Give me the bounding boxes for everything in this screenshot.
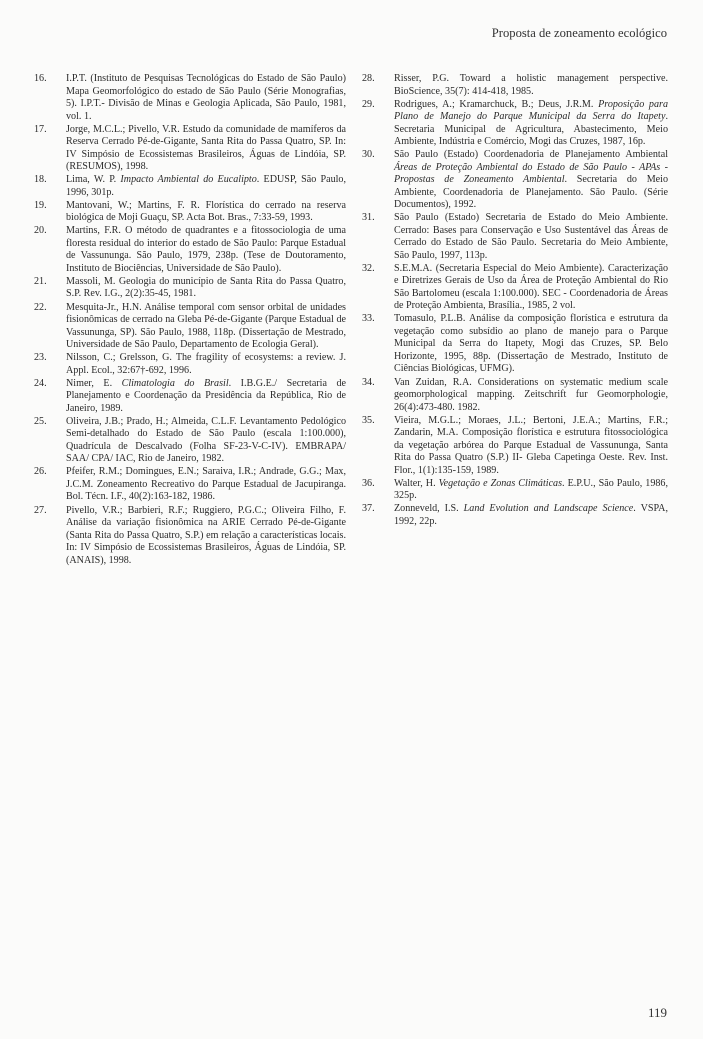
reference-text: [394, 503, 668, 528]
reference-number: 22.: [34, 301, 47, 313]
reference-number: 28.: [362, 73, 375, 84]
reference-text-part: Zonneveld, I.S.: [394, 503, 464, 515]
reference-item: [34, 416, 346, 466]
reference-text: Mesquita-Jr., H.N. Análise temporal com sensor orbital de unidades fisionômicas de cerrado na Gleba Pé-de-Gigante (Parque Estadual de Vassununga, SP). São Paulo, 1988, 118p. (Dissertação de Mestrado, Universidade de São Paulo, Departamento de Ecologia Geral).: [66, 301, 346, 351]
reference-item: [362, 263, 668, 313]
reference-text-part: São Paulo (Estado) Coordenadoria de Planejamento Ambiental: [394, 149, 668, 161]
reference-number: 23.: [34, 352, 47, 364]
reference-number: 17.: [34, 123, 47, 135]
running-header: Proposta de zoneamento ecológico: [491, 26, 667, 40]
reference-item: [34, 505, 346, 568]
reference-text: [394, 478, 668, 503]
reference-number: 35.: [362, 414, 375, 426]
reference-number: 19.: [34, 199, 47, 211]
reference-text: Nilsson, C.; Grelsson, G. The fragility of ecosystems: a review. J. Appl. Ecol., 32:67†-692, 1996.: [66, 352, 346, 376]
reference-text: Jorge, M.C.L.; Pivello, V.R. Estudo da comunidade de mamíferos da Reserva Cerrado Pé-de-Gigante, Santa Rita do Passa Quatro, SP. In: IV Simpósio de Ecossistemas Brasileiros, Águas de Lindóia, SP. (RESUMOS), 1998.: [66, 123, 346, 173]
reference-item: [362, 212, 668, 262]
reference-text: Martins, F.R. O método de quadrantes e a fitossociologia de uma floresta residual do interior do estado de São Paulo: Parque Estadual de Vassununga. São Paulo, 1979, 238p. (Tese de Doutoramento, Instituto de Biociências, Universidade de São Paulo).: [66, 225, 346, 274]
reference-item: [34, 174, 346, 199]
reference-text: [394, 99, 668, 149]
reference-item: [362, 73, 668, 98]
reference-text-part: . E.P.U., São Paulo, 1986, 325p.: [394, 477, 669, 502]
reference-number: 25.: [34, 415, 47, 427]
reference-number: 20.: [34, 225, 47, 237]
reference-text-part: Walter, H.: [394, 477, 439, 489]
reference-title-italic: Proposição para Plano de Manejo do Parque Municipal da Serra do Itapety: [394, 98, 668, 123]
reference-item: [362, 377, 668, 415]
reference-text: Vieira, M.G.L.; Moraes, J.L.; Bertoni, J.E.A.; Martins, F.R.; Zandarin, M.A. Composição florística e estrutura fitossociológica da vegetação arbórea do Parque Estadual de Vassununga, Santa Rita do Passa Quatro (S.P.) II- Gleba Capetinga Oeste. Rev. Inst. Flor., 1(1):135-159, 1989.: [394, 414, 668, 476]
reference-item: [34, 225, 346, 275]
reference-item: [362, 313, 668, 376]
reference-text: Van Zuidan, R.A. Considerations on systematic medium scale geomorphological mapping. Zeitschrift fur Geomorphologie, 26(4):473-480. 1982.: [394, 376, 668, 413]
reference-text: Mantovani, W.; Martins, F. R. Florística do cerrado na reserva biológica de Moji Guaçu, SP. Acta Bot. Bras., 7:33-59, 1993.: [66, 199, 346, 224]
reference-item: [34, 302, 346, 352]
reference-text: S.E.M.A. (Secretaria Especial do Meio Ambiente). Caracterização e Diretrizes Gerais de Uso da Área de Proteção Ambiental do Rio São Bartolomeu (escala 1:100.000). SEC - Coordenadoria de Áreas de Proteção Ambienta, Brasília., 1985, 2 vol.: [394, 262, 668, 312]
reference-item: [362, 149, 668, 212]
reference-number: 21.: [34, 275, 47, 287]
reference-item: [34, 73, 346, 123]
reference-title-italic: Vegetação e Zonas Climáticas: [438, 477, 563, 489]
reference-number: 16.: [34, 73, 47, 84]
reference-text-part: Rodrigues, A.; Kramarchuck, B.; Deus, J.R.M.: [394, 98, 599, 110]
reference-number: 29.: [362, 98, 375, 110]
page-number: 119: [647, 1005, 667, 1020]
reference-title-italic: Impacto Ambiental do Eucalipto: [120, 174, 257, 186]
reference-number: 34.: [362, 376, 375, 388]
reference-text: [394, 149, 668, 212]
reference-number: 32.: [362, 262, 375, 274]
reference-text: I.P.T. (Instituto de Pesquisas Tecnológicas do Estado de São Paulo) Mapa Geomorfológico do estado de São Paulo (Série Monografias, 5). I.P.T.- Divisão de Minas e Geologia Aplicada, São Paulo, 1981, vol. 1.: [66, 73, 346, 122]
reference-item: [362, 478, 668, 503]
reference-title-italic: Climatologia do Brasil: [121, 377, 229, 389]
reference-number: 37.: [362, 503, 375, 515]
reference-text: Oliveira, J.B.; Prado, H.; Almeida, C.L.F. Levantamento Pedológico Semi-detalhado do Estado de São Paulo (escala 1:100.000), Quadrícula de Descalvado (Folha SF-23-V-C-IV). EMBRAPA/ SAA/ CPA/ IAC, Rio de Janeiro, 1982.: [66, 415, 346, 465]
reference-text: Tomasulo, P.L.B. Análise da composição florística e estrutura da vegetação como subsídio ao plano de manejo para o Parque Municipal da Serra do Itapety, Mogi das Cruzes, SP. Belo Horizonte, 1995, 88p. (Dissertação de Mestrado, Instituto de Ciências Biológicas, UFMG).: [394, 313, 668, 375]
reference-item: [34, 124, 346, 174]
reference-number: 24.: [34, 377, 47, 389]
reference-item: [34, 276, 346, 301]
reference-item: [362, 503, 668, 528]
reference-text-part: . EDUSP, São Paulo, 1996, 301p.: [66, 174, 346, 198]
reference-number: 33.: [362, 313, 375, 325]
reference-number: 30.: [362, 149, 375, 161]
reference-text: Risser, P.G. Toward a holistic management perspective. BioScience, 35(7): 414-418, 1985.: [394, 73, 668, 97]
reference-item: [362, 415, 668, 478]
reference-text-part: . Secretaria Municipal de Agricultura, Abastecimento, Meio Ambiente, Indústria e Comércio, Mogi das Cruzes, 1987, 16p.: [394, 111, 668, 148]
reference-item: [34, 352, 346, 377]
reference-text-part: . Secretaria do Meio Ambiente, Coordenadoria de Planejamento. São Paulo. (Série Documentos), 1992.: [394, 174, 668, 211]
reference-item: [34, 466, 346, 504]
reference-text-part: Lima, W. P.: [66, 174, 121, 186]
reference-item: [34, 200, 346, 225]
reference-text-part: . VSPA, 1992, 22p.: [394, 503, 668, 527]
reference-column-left: [34, 73, 346, 568]
reference-text: São Paulo (Estado) Secretaria de Estado do Meio Ambiente. Cerrado: Bases para Conservação e Uso Sustentável das Áreas de Cerrado do Estado de São Paulo. Secretaria do Meio Ambiente, São Paulo, 1997, 113p.: [394, 212, 668, 261]
reference-text: [66, 378, 346, 416]
reference-item: [34, 378, 346, 416]
reference-text-part: . I.B.G.E./ Secretaria de Planejamento e Coordenação da Presidência da República, Rio de Janeiro, 1989.: [66, 377, 346, 414]
reference-item: [362, 99, 668, 149]
reference-number: 26.: [34, 466, 47, 478]
reference-number: 31.: [362, 212, 375, 224]
reference-title-italic: Land Evolution and Landscape Science: [463, 503, 634, 515]
reference-text: Massoli, M. Geologia do município de Santa Rita do Passa Quatro, S.P. Rev. I.G., 2(2):35-45, 1981.: [66, 275, 346, 300]
reference-text: Pivello, V.R.; Barbieri, R.F.; Ruggiero, P.G.C.; Oliveira Filho, F. Análise da variação fisionômica na ARIE Cerrado Pé-de-Gigante (Santa Rita do Passa Quatro, S.P.) em relação a características locais. In: IV Simpósio de Ecossistemas Brasileiros, Águas de Lindóia, SP. (ANAIS), 1998.: [66, 504, 346, 566]
reference-number: 36.: [362, 477, 375, 489]
reference-title-italic: Áreas de Proteção Ambiental do Estado de São Paulo - APAs - Propostas de Zoneamento Ambiental: [394, 161, 668, 186]
reference-text-part: Nimer, E.: [66, 377, 122, 389]
reference-column-right: [362, 73, 668, 529]
reference-text: Pfeifer, R.M.; Domingues, E.N.; Saraiva, I.R.; Andrade, G.G.; Max, J.C.M. Zoneamento Recreativo do Parque Estadual de Jacupiranga. Bol. Técn. I.F., 40(2):163-182, 1986.: [66, 466, 346, 503]
reference-text: [66, 174, 346, 199]
reference-number: 18.: [34, 174, 47, 186]
reference-number: 27.: [34, 504, 47, 516]
